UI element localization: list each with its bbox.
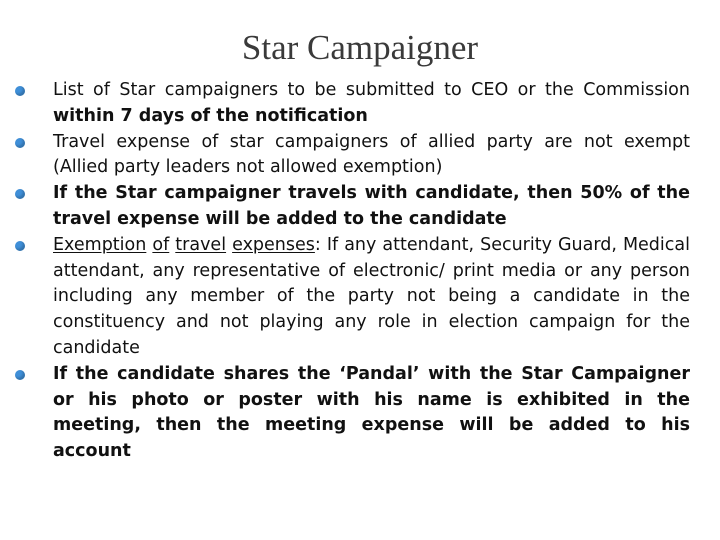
bullet-item-travel-with-candidate	[14, 181, 690, 233]
underlined-word: expenses	[232, 234, 315, 255]
bullet-dot-icon	[15, 189, 25, 199]
bullet-dot-icon	[15, 138, 25, 148]
underlined-word: Exemption	[53, 234, 147, 255]
bullet-dot-icon	[15, 370, 25, 380]
bullet-item-travel-expense-allied-party	[14, 130, 690, 182]
underlined-word: travel	[175, 234, 227, 255]
bullet-item-star-campaigner-list	[14, 78, 690, 130]
bullet-dot-icon	[15, 86, 25, 96]
slide-title: Star Campaigner	[241, 28, 479, 67]
bullet-bold-text: If the candidate shares the ‘Pandal’ with the Star Campaigner or his photo or poster with his name is exhibited in the meeting, then the meeting expense will be added to his account	[53, 363, 690, 462]
bullet-item-shared-pandal	[14, 362, 690, 465]
bullet-text: Travel expense of star campaigners of allied party are not exempt (Allied party leaders not allowed exemption)	[53, 131, 690, 178]
bullet-bold-text: If the Star campaigner travels with candidate, then 50% of the travel expense will be added to the candidate	[53, 183, 690, 229]
bullet-item-exemption-travel-expenses	[14, 233, 690, 362]
bullet-bold-text: within 7 days of the notification	[53, 105, 368, 126]
bullet-dot-icon	[15, 241, 25, 251]
bullet-text: List of Star campaigners to be submitted to CEO or the Commission	[53, 80, 690, 100]
bullet-text: : If any attendant, Security Guard, Medical attendant, any representative of electronic/ print media or any person including any member of the party not being a candidate in the constituency and not playing any role in election campaign for the candidate	[53, 234, 690, 358]
bullet-list	[14, 78, 690, 465]
underlined-word: of	[152, 234, 170, 255]
